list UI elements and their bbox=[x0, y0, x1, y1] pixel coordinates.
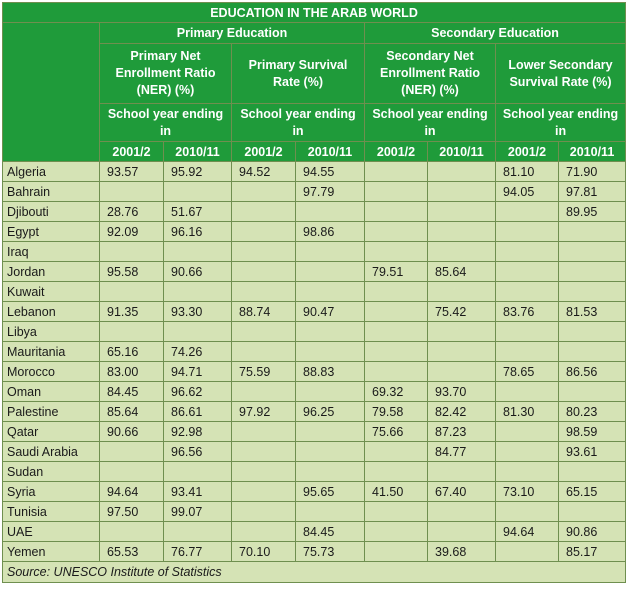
value-cell bbox=[428, 182, 496, 202]
value-cell: 51.67 bbox=[164, 202, 232, 222]
value-cell bbox=[559, 222, 626, 242]
value-cell bbox=[559, 282, 626, 302]
value-cell: 83.76 bbox=[496, 302, 559, 322]
value-cell bbox=[232, 482, 296, 502]
value-cell: 84.45 bbox=[100, 382, 164, 402]
value-cell: 41.50 bbox=[365, 482, 428, 502]
value-cell: 81.10 bbox=[496, 162, 559, 182]
country-cell: Lebanon bbox=[3, 302, 100, 322]
value-cell: 90.66 bbox=[100, 422, 164, 442]
table-row bbox=[3, 202, 626, 222]
table-row bbox=[3, 302, 626, 322]
value-cell bbox=[296, 342, 365, 362]
value-cell bbox=[232, 442, 296, 462]
country-cell: Egypt bbox=[3, 222, 100, 242]
value-cell bbox=[296, 202, 365, 222]
value-cell bbox=[365, 182, 428, 202]
value-cell: 95.65 bbox=[296, 482, 365, 502]
value-cell: 74.26 bbox=[164, 342, 232, 362]
value-cell bbox=[428, 502, 496, 522]
value-cell bbox=[232, 282, 296, 302]
value-cell bbox=[559, 242, 626, 262]
country-cell: Syria bbox=[3, 482, 100, 502]
value-cell bbox=[428, 342, 496, 362]
country-cell: Bahrain bbox=[3, 182, 100, 202]
value-cell: 85.64 bbox=[428, 262, 496, 282]
value-cell: 96.16 bbox=[164, 222, 232, 242]
value-cell: 99.07 bbox=[164, 502, 232, 522]
country-cell: Kuwait bbox=[3, 282, 100, 302]
value-cell: 28.76 bbox=[100, 202, 164, 222]
value-cell: 97.50 bbox=[100, 502, 164, 522]
value-cell bbox=[428, 322, 496, 342]
year-header: 2001/2 bbox=[100, 142, 164, 162]
table-row bbox=[3, 262, 626, 282]
country-cell: Jordan bbox=[3, 262, 100, 282]
value-cell: 83.00 bbox=[100, 362, 164, 382]
value-cell bbox=[100, 282, 164, 302]
value-cell bbox=[496, 422, 559, 442]
value-cell: 85.17 bbox=[559, 542, 626, 562]
country-cell: Morocco bbox=[3, 362, 100, 382]
value-cell: 78.65 bbox=[496, 362, 559, 382]
table-row bbox=[3, 482, 626, 502]
value-cell bbox=[296, 422, 365, 442]
table-row bbox=[3, 502, 626, 522]
value-cell bbox=[365, 502, 428, 522]
value-cell bbox=[496, 282, 559, 302]
value-cell: 84.77 bbox=[428, 442, 496, 462]
value-cell bbox=[496, 222, 559, 242]
value-cell: 94.05 bbox=[496, 182, 559, 202]
value-cell bbox=[365, 322, 428, 342]
value-cell: 89.95 bbox=[559, 202, 626, 222]
value-cell: 75.59 bbox=[232, 362, 296, 382]
value-cell bbox=[164, 282, 232, 302]
table-row bbox=[3, 542, 626, 562]
value-cell bbox=[232, 322, 296, 342]
value-cell bbox=[496, 262, 559, 282]
value-cell: 93.41 bbox=[164, 482, 232, 502]
value-cell bbox=[296, 462, 365, 482]
value-cell bbox=[496, 202, 559, 222]
value-cell bbox=[232, 202, 296, 222]
value-cell bbox=[232, 242, 296, 262]
value-cell bbox=[164, 462, 232, 482]
value-cell: 97.79 bbox=[296, 182, 365, 202]
table-row bbox=[3, 442, 626, 462]
value-cell: 73.10 bbox=[496, 482, 559, 502]
value-cell bbox=[365, 282, 428, 302]
education-table-container bbox=[2, 2, 626, 583]
source-note: Source: UNESCO Institute of Statistics bbox=[3, 562, 626, 583]
value-cell bbox=[428, 202, 496, 222]
value-cell: 90.86 bbox=[559, 522, 626, 542]
value-cell bbox=[365, 342, 428, 362]
value-cell: 93.30 bbox=[164, 302, 232, 322]
country-cell: Sudan bbox=[3, 462, 100, 482]
school-year-header: School year ending in bbox=[365, 104, 496, 142]
table-row bbox=[3, 422, 626, 442]
value-cell bbox=[296, 262, 365, 282]
value-cell bbox=[496, 542, 559, 562]
value-cell bbox=[559, 342, 626, 362]
value-cell bbox=[496, 382, 559, 402]
value-cell: 93.70 bbox=[428, 382, 496, 402]
value-cell: 97.81 bbox=[559, 182, 626, 202]
value-cell: 75.42 bbox=[428, 302, 496, 322]
table-row bbox=[3, 242, 626, 262]
value-cell: 65.15 bbox=[559, 482, 626, 502]
value-cell bbox=[428, 162, 496, 182]
table-row bbox=[3, 322, 626, 342]
value-cell bbox=[296, 322, 365, 342]
value-cell bbox=[428, 242, 496, 262]
country-cell: Djibouti bbox=[3, 202, 100, 222]
value-cell: 94.64 bbox=[496, 522, 559, 542]
value-cell: 75.66 bbox=[365, 422, 428, 442]
value-cell bbox=[365, 442, 428, 462]
year-header: 2001/2 bbox=[232, 142, 296, 162]
value-cell: 69.32 bbox=[365, 382, 428, 402]
value-cell bbox=[232, 522, 296, 542]
country-cell: Yemen bbox=[3, 542, 100, 562]
table-row bbox=[3, 402, 626, 422]
value-cell bbox=[559, 382, 626, 402]
value-cell: 71.90 bbox=[559, 162, 626, 182]
value-cell bbox=[100, 182, 164, 202]
value-cell bbox=[496, 342, 559, 362]
value-cell: 93.57 bbox=[100, 162, 164, 182]
country-cell: Algeria bbox=[3, 162, 100, 182]
value-cell bbox=[559, 262, 626, 282]
secondary-ner-header: Secondary Net Enrollment Ratio (NER) (%) bbox=[365, 44, 496, 104]
value-cell bbox=[164, 182, 232, 202]
value-cell: 94.52 bbox=[232, 162, 296, 182]
primary-survival-header: Primary Survival Rate (%) bbox=[232, 44, 365, 104]
value-cell: 92.09 bbox=[100, 222, 164, 242]
value-cell bbox=[100, 462, 164, 482]
value-cell: 95.92 bbox=[164, 162, 232, 182]
table-row bbox=[3, 522, 626, 542]
value-cell bbox=[232, 462, 296, 482]
value-cell: 94.71 bbox=[164, 362, 232, 382]
country-cell: Libya bbox=[3, 322, 100, 342]
value-cell bbox=[559, 322, 626, 342]
value-cell bbox=[232, 382, 296, 402]
value-cell bbox=[365, 162, 428, 182]
value-cell: 88.74 bbox=[232, 302, 296, 322]
value-cell bbox=[559, 462, 626, 482]
value-cell bbox=[496, 242, 559, 262]
table-row bbox=[3, 462, 626, 482]
year-header: 2001/2 bbox=[365, 142, 428, 162]
value-cell bbox=[296, 282, 365, 302]
table-row bbox=[3, 162, 626, 182]
value-cell: 92.98 bbox=[164, 422, 232, 442]
year-header: 2010/11 bbox=[559, 142, 626, 162]
table-row bbox=[3, 182, 626, 202]
value-cell bbox=[232, 502, 296, 522]
value-cell bbox=[100, 322, 164, 342]
value-cell: 39.68 bbox=[428, 542, 496, 562]
value-cell bbox=[496, 462, 559, 482]
country-cell: Mauritania bbox=[3, 342, 100, 362]
value-cell bbox=[365, 362, 428, 382]
country-cell: Palestine bbox=[3, 402, 100, 422]
value-cell bbox=[100, 522, 164, 542]
value-cell: 85.64 bbox=[100, 402, 164, 422]
value-cell bbox=[232, 422, 296, 442]
value-cell bbox=[232, 222, 296, 242]
value-cell: 86.61 bbox=[164, 402, 232, 422]
value-cell bbox=[296, 382, 365, 402]
value-cell: 75.73 bbox=[296, 542, 365, 562]
value-cell: 81.53 bbox=[559, 302, 626, 322]
lower-secondary-survival-header: Lower Secondary Survival Rate (%) bbox=[496, 44, 626, 104]
table-row bbox=[3, 222, 626, 242]
value-cell bbox=[428, 282, 496, 302]
value-cell bbox=[365, 522, 428, 542]
value-cell: 97.92 bbox=[232, 402, 296, 422]
secondary-education-header: Secondary Education bbox=[365, 23, 626, 44]
year-header: 2010/11 bbox=[164, 142, 232, 162]
value-cell: 98.86 bbox=[296, 222, 365, 242]
value-cell: 86.56 bbox=[559, 362, 626, 382]
table-row bbox=[3, 282, 626, 302]
value-cell: 79.51 bbox=[365, 262, 428, 282]
primary-education-header: Primary Education bbox=[100, 23, 365, 44]
value-cell bbox=[232, 342, 296, 362]
value-cell: 94.55 bbox=[296, 162, 365, 182]
value-cell bbox=[296, 242, 365, 262]
value-cell bbox=[428, 462, 496, 482]
value-cell bbox=[428, 222, 496, 242]
value-cell: 95.58 bbox=[100, 262, 164, 282]
value-cell: 67.40 bbox=[428, 482, 496, 502]
primary-ner-header: Primary Net Enrollment Ratio (NER) (%) bbox=[100, 44, 232, 104]
value-cell: 96.25 bbox=[296, 402, 365, 422]
value-cell bbox=[232, 182, 296, 202]
country-cell: Qatar bbox=[3, 422, 100, 442]
value-cell bbox=[164, 242, 232, 262]
table-row bbox=[3, 342, 626, 362]
value-cell bbox=[496, 442, 559, 462]
value-cell bbox=[428, 522, 496, 542]
year-header: 2010/11 bbox=[296, 142, 365, 162]
school-year-header: School year ending in bbox=[496, 104, 626, 142]
value-cell bbox=[559, 502, 626, 522]
year-header: 2001/2 bbox=[496, 142, 559, 162]
value-cell: 80.23 bbox=[559, 402, 626, 422]
year-header: 2010/11 bbox=[428, 142, 496, 162]
value-cell bbox=[428, 362, 496, 382]
value-cell bbox=[365, 302, 428, 322]
value-cell: 96.56 bbox=[164, 442, 232, 462]
value-cell: 94.64 bbox=[100, 482, 164, 502]
value-cell bbox=[365, 242, 428, 262]
value-cell: 96.62 bbox=[164, 382, 232, 402]
education-table bbox=[2, 2, 626, 583]
value-cell: 90.47 bbox=[296, 302, 365, 322]
school-year-header: School year ending in bbox=[100, 104, 232, 142]
value-cell bbox=[296, 442, 365, 462]
country-header-blank bbox=[3, 23, 100, 162]
value-cell bbox=[100, 242, 164, 262]
value-cell: 93.61 bbox=[559, 442, 626, 462]
value-cell: 91.35 bbox=[100, 302, 164, 322]
value-cell bbox=[164, 522, 232, 542]
value-cell: 76.77 bbox=[164, 542, 232, 562]
table-title: EDUCATION IN THE ARAB WORLD bbox=[3, 3, 626, 23]
value-cell bbox=[365, 462, 428, 482]
value-cell: 70.10 bbox=[232, 542, 296, 562]
value-cell: 98.59 bbox=[559, 422, 626, 442]
value-cell bbox=[365, 222, 428, 242]
country-cell: UAE bbox=[3, 522, 100, 542]
value-cell bbox=[365, 202, 428, 222]
value-cell bbox=[296, 502, 365, 522]
country-cell: Iraq bbox=[3, 242, 100, 262]
value-cell bbox=[100, 442, 164, 462]
table-row bbox=[3, 382, 626, 402]
value-cell bbox=[496, 322, 559, 342]
country-cell: Tunisia bbox=[3, 502, 100, 522]
table-row bbox=[3, 362, 626, 382]
value-cell: 82.42 bbox=[428, 402, 496, 422]
school-year-header: School year ending in bbox=[232, 104, 365, 142]
value-cell: 81.30 bbox=[496, 402, 559, 422]
value-cell bbox=[232, 262, 296, 282]
value-cell: 88.83 bbox=[296, 362, 365, 382]
value-cell: 84.45 bbox=[296, 522, 365, 542]
value-cell bbox=[496, 502, 559, 522]
value-cell bbox=[365, 542, 428, 562]
country-cell: Oman bbox=[3, 382, 100, 402]
table-body bbox=[3, 162, 626, 562]
value-cell: 65.16 bbox=[100, 342, 164, 362]
value-cell bbox=[164, 322, 232, 342]
value-cell: 90.66 bbox=[164, 262, 232, 282]
value-cell: 65.53 bbox=[100, 542, 164, 562]
value-cell: 87.23 bbox=[428, 422, 496, 442]
country-cell: Saudi Arabia bbox=[3, 442, 100, 462]
value-cell: 79.58 bbox=[365, 402, 428, 422]
